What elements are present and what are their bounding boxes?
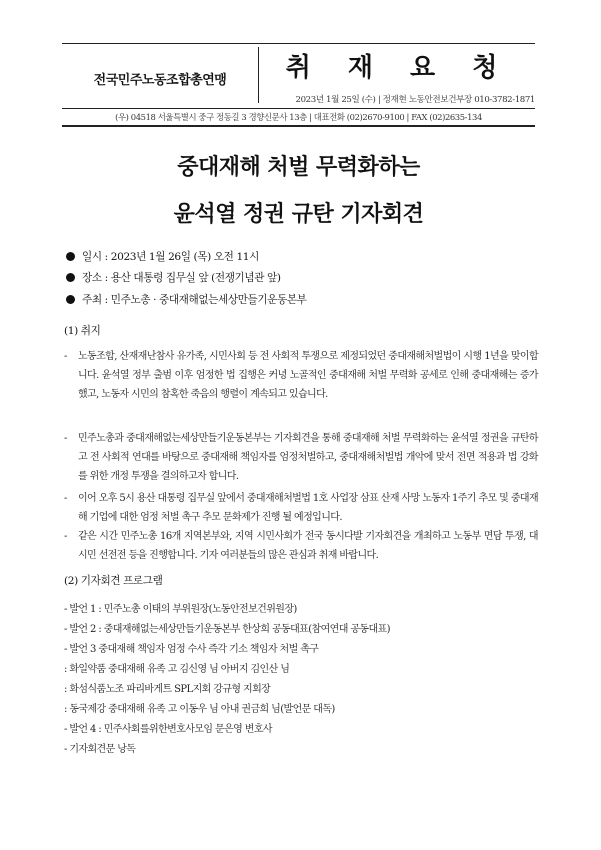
program-item: - 발언 2 : 중대재해없는세상만들기운동본부 한상희 공동대표(참여연대 공동대표) (64, 624, 390, 635)
dash-bullet: - (64, 493, 67, 504)
purpose-paragraph (64, 347, 538, 404)
purpose-paragraph-text: 이어 오후 5시 용산 대통령 집무실 앞에서 중대재해처벌법 1호 사업장 삼표 산재 사망 노동자 1주기 추모 및 중대재해 기업에 대한 엄정 처벌 촉구 추모 문화제가 진행 될 예정입니다. (78, 493, 538, 523)
info-host (66, 292, 536, 307)
letterhead-top-rule (62, 43, 535, 44)
program-item: : 화섬식품노조 파리바게트 SPL지회 강규형 지회장 (64, 684, 271, 695)
purpose-paragraph-text: 같은 시간 민주노총 16개 지역본부와, 지역 시민사회가 전국 동시다발 기자회견을 개최하고 노동부 면담 투쟁, 대 시민 선전전 등을 진행합니다. 기자 여러분들의 많은 관심과 취재 바랍니다. (78, 531, 538, 561)
program-item: : 화일약품 중대재해 유족 고 김신영 님 아버지 김인산 님 (64, 664, 290, 675)
section-purpose-heading: (1) 취지 (64, 325, 101, 337)
purpose-paragraph (64, 527, 538, 565)
headline-line-2: 윤석열 정권 규탄 기자회견 (173, 202, 424, 227)
info-location-text: 장소 : 용산 대통령 집무실 앞 (전쟁기념관 앞) (82, 272, 281, 284)
letterhead-middle-rule (62, 108, 535, 109)
bullet-dot-icon (66, 273, 75, 282)
program-item: : 동국제강 중대재해 유족 고 이동우 님 아내 권금희 님(발언문 대독) (64, 704, 335, 715)
program-item: - 기자회견문 낭독 (64, 744, 136, 755)
info-datetime-text: 일시 : 2023년 1월 26일 (목) 오전 11시 (82, 251, 259, 263)
purpose-paragraph-text: 노동조합, 산재재난참사 유가족, 시민사회 등 전 사회적 투쟁으로 제정되었던 중대재해처벌법이 시행 1년을 맞이합니다. 윤석열 정부 출범 이후 엄정한 법 집행은 커녕 노골적인 중대재해 처벌 무력화 공세로 인해 중대재해는 증가했고, 노동자 시민의 참혹한 죽음의 행렬이 계속되고 있습니다. (78, 351, 538, 400)
date-contact-line: 2023년 1월 25일 (수) | 정재현 노동안전보건부장 010-3782-1871 (295, 95, 535, 105)
purpose-paragraph-text: 민주노총과 중대재해없는세상만들기운동본부는 기자회견을 통해 중대재해 처벌 무력화하는 윤석열 정권을 규탄하고 전 사회적 연대를 바탕으로 중대재해 책임자를 엄정처벌하고, 중대재해처벌법 개악에 맞서 전면 적용과 법 강화를 위한 개정 투쟁을 결의하고자 합니다. (78, 433, 538, 482)
purpose-paragraph (64, 429, 538, 486)
info-host-text: 주최 : 민주노총 · 중대재해없는세상만들기운동본부 (82, 294, 307, 306)
letterhead-bottom-rule (62, 125, 535, 127)
program-item: - 발언 3 중대재해 책임자 엄정 수사 즉각 기소 책임자 처벌 촉구 (64, 644, 319, 655)
organization-name: 전국민주노동조합총연맹 (93, 72, 227, 88)
bullet-dot-icon (66, 252, 75, 261)
info-location (66, 270, 536, 285)
info-datetime (66, 249, 536, 264)
headline-line-1: 중대재해 처벌 무력화하는 (177, 155, 420, 180)
program-item: - 발언 4 : 민주사회를위한변호사모임 문은영 변호사 (64, 724, 272, 735)
program-item: - 발언 1 : 민주노총 이태의 부위원장(노동안전보건위원장) (64, 604, 297, 615)
section-program-heading: (2) 기자회견 프로그램 (64, 575, 163, 587)
dash-bullet: - (64, 433, 67, 444)
dash-bullet: - (64, 351, 67, 362)
purpose-paragraph (64, 489, 538, 527)
letterhead-divider (258, 47, 259, 103)
bullet-dot-icon (66, 295, 75, 304)
document-type-title: 취 재 요 청 (285, 53, 512, 83)
address-line: (우) 04518 서울특별시 중구 정동길 3 경향신문사 13층 | 대표전화 (02)2670-9100 | FAX (02)2635-134 (115, 112, 482, 122)
dash-bullet: - (64, 531, 67, 542)
